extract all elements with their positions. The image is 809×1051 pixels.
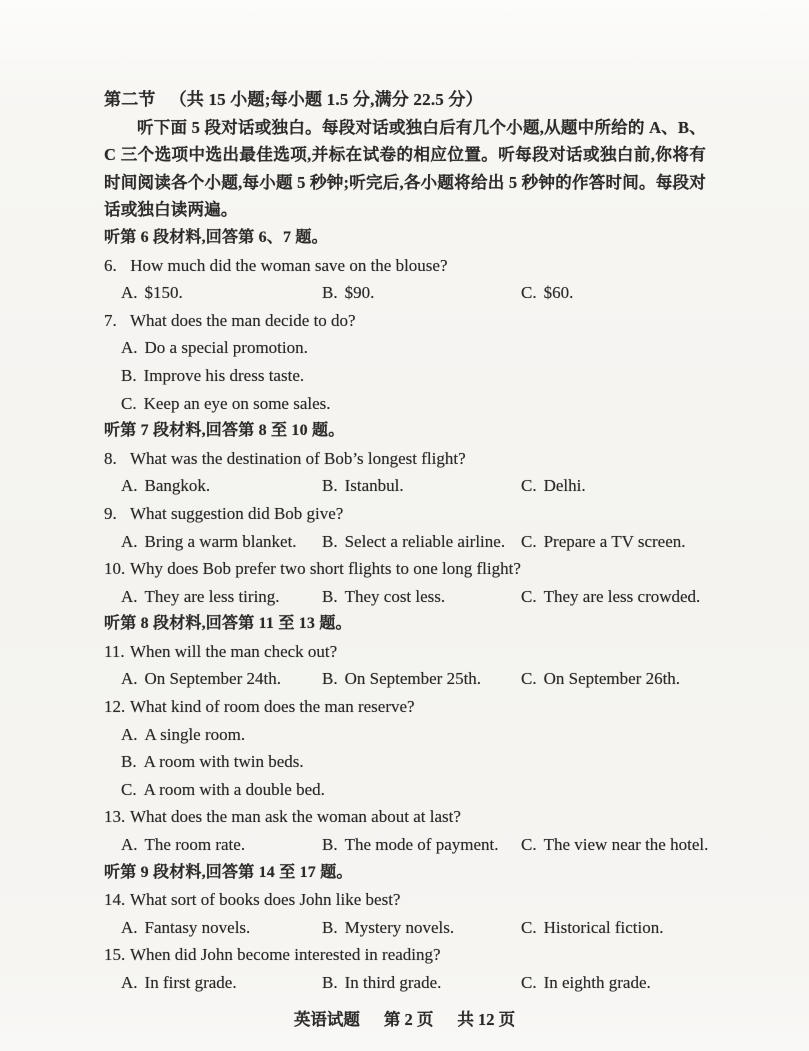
option [322, 831, 521, 859]
question-text: What sort of books does John like best? [126, 890, 401, 910]
option-text: Bangkok. [144, 476, 211, 496]
option-label: B. [322, 835, 338, 855]
option-label: A. [121, 835, 138, 855]
option-label: B. [322, 586, 338, 606]
option-label: B. [322, 531, 338, 551]
option [121, 831, 322, 859]
material-note: 听第 9 段材料,回答第 14 至 17 题。 [104, 863, 353, 881]
option [104, 390, 706, 418]
question-stem [104, 307, 706, 335]
option-label: A. [121, 338, 138, 358]
option [521, 528, 706, 556]
option-label: A. [121, 669, 138, 689]
option-text: $90. [344, 283, 375, 303]
option [521, 583, 706, 611]
option [521, 472, 706, 500]
option [104, 721, 706, 749]
option-label: B. [322, 917, 338, 937]
option-label: B. [322, 283, 338, 303]
listening-instructions: 听下面 5 段对话或独白。每段对话或独白后有几个小题,从题中所给的 A、B、C 三个选项中选出最佳选项,并标在试卷的相应位置。听每段对话或独白前,你将有时间阅读各个小题,每小题 5 秒钟;听完后,各小题将给出 5 秒钟的作答时间。每段对话或独白读两遍。 [104, 117, 706, 220]
material-note: 听第 7 段材料,回答第 8 至 10 题。 [104, 422, 345, 440]
question-number: 11. [104, 641, 125, 661]
option-text: $60. [543, 283, 574, 303]
option-label: A. [121, 531, 138, 551]
question-stem [104, 803, 706, 831]
option-label: A. [121, 586, 138, 606]
option-text: They are less tiring. [144, 586, 280, 606]
question-number: 14. [104, 890, 126, 910]
option-label: C. [521, 973, 537, 992]
material-note: 听第 8 段材料,回答第 11 至 13 题。 [104, 615, 352, 633]
option-label: A. [121, 973, 138, 992]
question-stem [104, 941, 706, 969]
options-row [104, 583, 706, 611]
page-content [104, 86, 709, 997]
option-text: In first grade. [144, 973, 237, 992]
question-number: 6. [104, 255, 117, 275]
option [104, 362, 706, 390]
question-groups [104, 224, 709, 997]
question-stem [104, 693, 706, 721]
question-text: What does the man decide to do? [126, 310, 356, 330]
option-text: Fantasy novels. [144, 917, 251, 937]
options-row [104, 831, 709, 859]
option [104, 776, 706, 804]
option-text: Improve his dress taste. [143, 365, 305, 385]
option [121, 665, 322, 693]
option [322, 665, 521, 693]
option [121, 914, 322, 942]
option [521, 969, 706, 997]
option [322, 583, 521, 611]
question-text: When will the man check out? [126, 641, 338, 661]
option-label: C. [521, 476, 537, 496]
question-stem [104, 252, 706, 280]
option [104, 334, 706, 362]
option-text: Prepare a TV screen. [543, 531, 686, 551]
question-stem [104, 555, 706, 583]
option-text: Bring a warm blanket. [144, 531, 297, 551]
option-label: B. [121, 752, 137, 772]
question-text: What kind of room does the man reserve? [126, 697, 415, 717]
option-label: B. [121, 365, 137, 385]
option-text: Do a special promotion. [144, 338, 308, 358]
options-row [104, 279, 706, 307]
question-text: Why does Bob prefer two short flights to one long flight? [126, 559, 521, 579]
option-text: On September 26th. [543, 669, 681, 689]
option-text: A room with a double bed. [143, 779, 325, 799]
option-text: The mode of payment. [344, 835, 499, 855]
question-stem [104, 445, 706, 473]
option-text: Delhi. [543, 476, 586, 496]
option-text: In eighth grade. [543, 973, 651, 992]
question-number: 9. [104, 503, 117, 523]
option [521, 831, 708, 859]
question-text: What was the destination of Bob’s longest flight? [126, 448, 466, 468]
question-text: What suggestion did Bob give? [126, 503, 344, 523]
option-label: A. [121, 917, 138, 937]
option-text: Keep an eye on some sales. [143, 393, 331, 413]
option [121, 583, 322, 611]
footer-page-total: 共 12 页 [457, 1010, 516, 1029]
option-text: Istanbul. [344, 476, 404, 496]
section-heading [104, 86, 706, 114]
option-text: In third grade. [344, 973, 442, 992]
section-heading-score: （共 15 小题;每小题 1.5 分,满分 22.5 分） [169, 90, 483, 109]
question-text: How much did the woman save on the blouse? [126, 255, 448, 275]
option-label: C. [121, 393, 137, 413]
question-number: 13. [104, 807, 126, 827]
question-text: What does the man ask the woman about at last? [126, 807, 461, 827]
question-stem [104, 500, 706, 528]
options-row [104, 969, 706, 997]
option-text: The view near the hotel. [543, 835, 709, 855]
option-text: Historical fiction. [543, 917, 664, 937]
option-label: C. [521, 531, 537, 551]
option-text: Mystery novels. [344, 917, 455, 937]
page-footer [0, 1006, 809, 1034]
option [521, 279, 706, 307]
question-number: 15. [104, 945, 126, 965]
option-label: A. [121, 283, 138, 303]
option-text: $150. [144, 283, 183, 303]
option [121, 279, 322, 307]
option-text: On September 24th. [144, 669, 281, 689]
option-label: C. [521, 835, 537, 855]
option [104, 748, 706, 776]
question-stem [104, 638, 706, 666]
option-label: A. [121, 476, 138, 496]
options-row [104, 665, 706, 693]
question-number: 10. [104, 559, 126, 579]
option-label: C. [521, 586, 537, 606]
option [121, 528, 322, 556]
option-label: C. [121, 779, 137, 799]
option [521, 665, 706, 693]
question-number: 7. [104, 310, 117, 330]
material-note: 听第 6 段材料,回答第 6、7 题。 [104, 228, 328, 246]
option [521, 914, 706, 942]
options-row [104, 528, 706, 556]
footer-doc-title: 英语试题 [293, 1010, 360, 1029]
options-row [104, 472, 706, 500]
option [322, 914, 521, 942]
options-row [104, 914, 706, 942]
option-text: On September 25th. [344, 669, 482, 689]
question-text: When did John become interested in reading? [126, 945, 441, 965]
question-number: 8. [104, 448, 117, 468]
option-label: A. [121, 724, 138, 744]
option-label: C. [521, 669, 537, 689]
section-heading-label: 第二节 [104, 90, 156, 109]
option-label: C. [521, 283, 537, 303]
option-text: A single room. [144, 724, 246, 744]
option-label: B. [322, 476, 338, 496]
option [121, 472, 322, 500]
option [121, 969, 322, 997]
option-label: B. [322, 669, 338, 689]
option-label: B. [322, 973, 338, 992]
footer-page-number: 第 2 页 [383, 1010, 434, 1029]
option [322, 279, 521, 307]
option-text: They cost less. [344, 586, 446, 606]
option-text: They are less crowded. [543, 586, 701, 606]
option [322, 528, 521, 556]
question-number: 12. [104, 697, 126, 717]
option [322, 969, 521, 997]
option-label: C. [521, 917, 537, 937]
option-text: The room rate. [144, 835, 246, 855]
option [322, 472, 521, 500]
question-stem [104, 886, 706, 914]
option-text: A room with twin beds. [143, 752, 304, 772]
option-text: Select a reliable airline. [344, 531, 506, 551]
